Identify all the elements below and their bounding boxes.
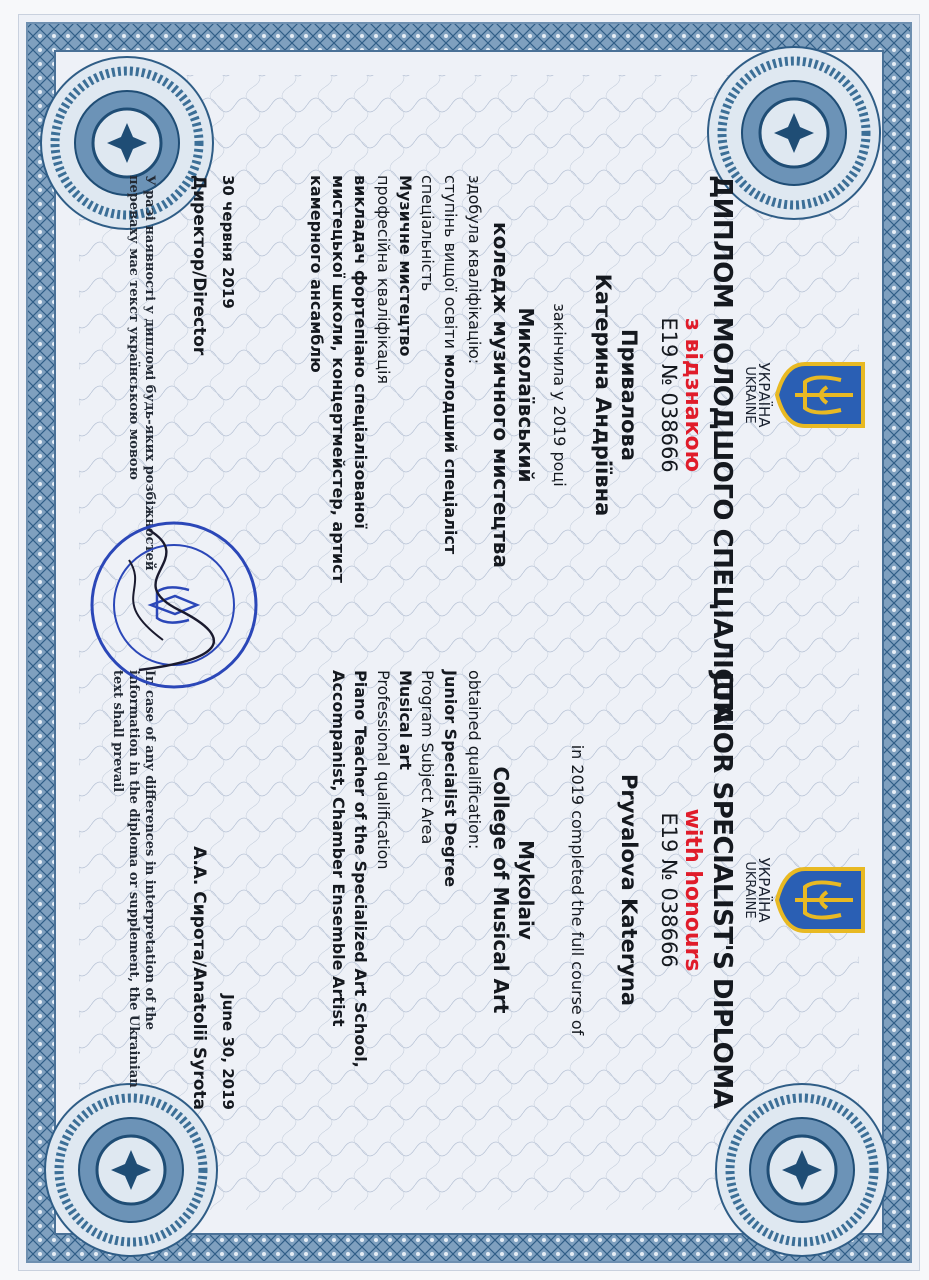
subject-label: спеціальність — [418, 175, 437, 292]
director-label: Директор/Director — [189, 175, 209, 356]
country-label: УКРАЇНА — [755, 857, 773, 923]
ukraine-crest-icon — [773, 865, 867, 935]
surname: Привалова — [617, 328, 641, 462]
diploma-title: JUNIOR SPECIALIST'S DIPLOMA — [707, 671, 737, 1109]
holder-name: Pryvalova Kateryna — [617, 774, 641, 1006]
professional-qualification-value: Piano Teacher of the Specialized Art School, Accompanist, Chamber Ensemble Artist — [329, 670, 370, 1068]
diploma-number: E19 № 038666 — [657, 317, 681, 473]
subject-value: Musical art — [396, 670, 415, 770]
honours-label: з відзнакою — [680, 318, 705, 472]
content-plane — [39, 30, 899, 1260]
degree-prefix: ступінь вищої освіти — [441, 175, 460, 349]
country-label: УКРАЇНА — [755, 362, 773, 428]
professional-qualification-label: Professional qualification — [374, 670, 393, 870]
degree-value: молодший спеціаліст — [441, 353, 460, 555]
country-label-en: UKRAINE — [742, 861, 757, 919]
qualification-heading: obtained qualification: — [465, 670, 484, 850]
college-name-line1: Миколаївський — [514, 307, 538, 483]
english-column — [39, 670, 899, 1110]
ukraine-crest-icon — [773, 360, 867, 430]
diploma-title: ДИПЛОМ МОЛОДШОГО СПЕЦІАЛІСТА — [707, 175, 737, 724]
subject-value: Музичне мистецтво — [396, 175, 415, 357]
college-name-line2: College of Musical Art — [489, 766, 513, 1014]
official-seal — [89, 520, 259, 690]
language-note: У разі наявності у дипломі будь-яких розбіжностей переваху має текст українською мовою — [126, 175, 157, 571]
given-names: Катерина Андріївна — [591, 273, 615, 517]
language-note: In case of any differences in interpretation of the information in the diploma or supplement, the Ukrainian text shall prevail — [110, 670, 157, 1088]
issue-date: 30 червня 2019 — [219, 175, 237, 309]
honours-label: with honours — [680, 808, 705, 972]
subject-label: Program Subject Area — [418, 670, 437, 845]
signatory-name: А.А. Сирота/Anatolii Syrota — [189, 846, 209, 1110]
degree-line — [441, 175, 460, 615]
diploma-sheet — [18, 14, 920, 1271]
diploma-number: E19 № 038666 — [657, 812, 681, 968]
graduation-line: закінчила у 2019 році — [550, 303, 569, 487]
degree-value: Junior Specialist Degree — [441, 670, 460, 888]
graduation-line: in 2019 completed the full course of — [568, 744, 587, 1036]
college-name-line1: Mykolaiv — [514, 840, 538, 940]
seal-stamp-icon — [89, 520, 259, 690]
country-label-en: UKRAINE — [742, 366, 757, 424]
professional-qualification-label: професійна кваліфікація — [374, 175, 393, 385]
professional-qualification-value: викладач фортепіано спеціалізованої мистецької школи, концертмейстер, артист камерного ансамблю — [307, 175, 370, 583]
issue-date: June 30, 2019 — [219, 994, 237, 1110]
qualification-heading: здобула кваліфікацію: — [465, 175, 484, 365]
college-name-line2: коледж музичного мистецтва — [489, 222, 513, 568]
